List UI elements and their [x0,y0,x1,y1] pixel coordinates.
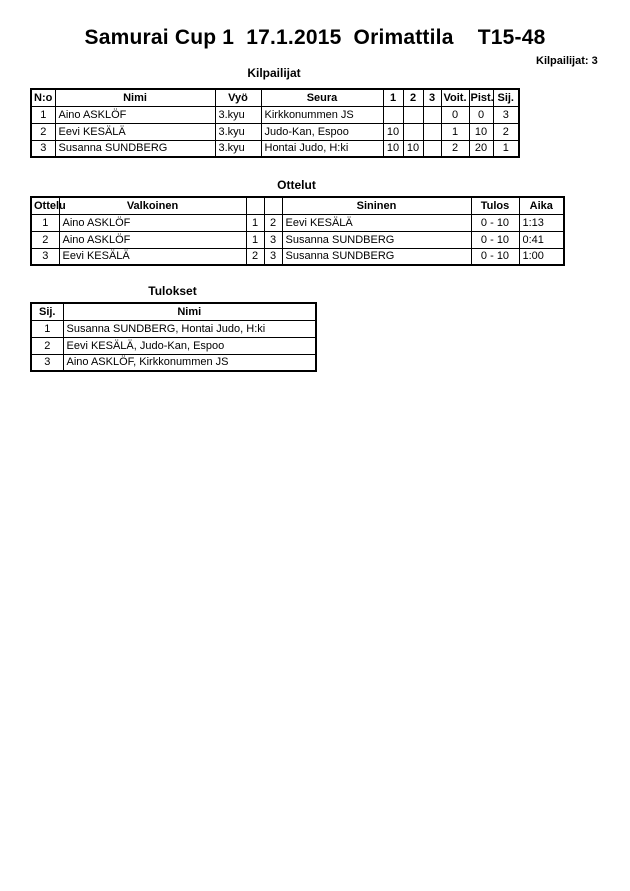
col-header-white-no [246,197,264,214]
cell-score-2 [403,123,423,140]
col-header-voit: Voit. [441,89,469,106]
cell-seura: Hontai Judo, H:ki [261,140,383,157]
cell-sij: 1 [493,140,519,157]
cell-pist: 0 [469,106,493,123]
cell-rank: 3 [31,354,63,371]
cell-time: 1:13 [519,214,564,231]
cell-match-no: 3 [31,248,59,265]
cell-no: 3 [31,140,55,157]
cell-rank: 2 [31,337,63,354]
col-header-sij: Sij. [493,89,519,106]
cell-result: 0 - 10 [471,231,519,248]
cell-white-name: Aino ASKLÖF [59,231,246,248]
cell-voit: 1 [441,123,469,140]
cell-time: 1:00 [519,248,564,265]
competitor-count-label: Kilpailijat: 3 [536,55,598,67]
cell-score-3 [423,140,441,157]
col-header-pist: Pist. [469,89,493,106]
table-row [31,106,519,123]
cell-result: 0 - 10 [471,214,519,231]
col-header-vyo: Vyö [215,89,261,106]
cell-score-1 [383,106,403,123]
ottelut-table [30,196,565,266]
cell-white-name: Eevi KESÄLÄ [59,248,246,265]
cell-nimi: Eevi KESÄLÄ [55,123,215,140]
cell-score-3 [423,106,441,123]
cell-result: 0 - 10 [471,248,519,265]
table-row [31,123,519,140]
cell-white-name: Aino ASKLÖF [59,214,246,231]
cell-name: Aino ASKLÖF, Kirkkonummen JS [63,354,316,371]
cell-blue-name: Eevi KESÄLÄ [282,214,471,231]
col-header-blue-no [264,197,282,214]
cell-seura: Kirkkonummen JS [261,106,383,123]
tulokset-table [30,302,317,372]
col-header-seura: Seura [261,89,383,106]
cell-vyo: 3.kyu [215,106,261,123]
table-row [31,231,564,248]
cell-score-2 [403,106,423,123]
table-row [31,214,564,231]
cell-nimi: Susanna SUNDBERG [55,140,215,157]
cell-blue-no: 3 [264,231,282,248]
col-header-nimi: Nimi [63,303,316,320]
cell-no: 1 [31,106,55,123]
page-title: Samurai Cup 1 17.1.2015 Orimattila T15-48 [84,26,546,49]
table-row [31,354,316,371]
cell-vyo: 3.kyu [215,140,261,157]
cell-pist: 10 [469,123,493,140]
cell-sij: 3 [493,106,519,123]
cell-blue-no: 3 [264,248,282,265]
tulokset-header-row [31,303,316,320]
cell-rank: 1 [31,320,63,337]
cell-score-1: 10 [383,140,403,157]
col-header-aika: Aika [519,197,564,214]
col-header-tulos: Tulos [471,197,519,214]
cell-voit: 0 [441,106,469,123]
cell-voit: 2 [441,140,469,157]
cell-sij: 2 [493,123,519,140]
ottelut-heading: Ottelut [277,178,316,192]
table-row [31,248,564,265]
cell-seura: Judo-Kan, Espoo [261,123,383,140]
col-header-nimi: Nimi [55,89,215,106]
cell-white-no: 2 [246,248,264,265]
cell-score-1: 10 [383,123,403,140]
cell-white-no: 1 [246,214,264,231]
col-header-sininen: Sininen [282,197,471,214]
table-row [31,320,316,337]
cell-time: 0:41 [519,231,564,248]
cell-score-2: 10 [403,140,423,157]
cell-white-no: 1 [246,231,264,248]
cell-match-no: 2 [31,231,59,248]
col-header-no: N:o [31,89,55,106]
kilpailijat-header-row [31,89,519,106]
col-header-3: 3 [423,89,441,106]
kilpailijat-heading: Kilpailijat [247,66,301,80]
cell-match-no: 1 [31,214,59,231]
cell-pist: 20 [469,140,493,157]
tulokset-heading: Tulokset [148,284,197,298]
col-header-2: 2 [403,89,423,106]
cell-blue-name: Susanna SUNDBERG [282,231,471,248]
kilpailijat-table [30,88,520,158]
cell-name: Eevi KESÄLÄ, Judo-Kan, Espoo [63,337,316,354]
cell-score-3 [423,123,441,140]
table-row [31,337,316,354]
cell-blue-name: Susanna SUNDBERG [282,248,471,265]
table-row [31,140,519,157]
cell-nimi: Aino ASKLÖF [55,106,215,123]
col-header-sij: Sij. [31,303,63,320]
cell-vyo: 3.kyu [215,123,261,140]
col-header-valkoinen: Valkoinen [59,197,246,214]
ottelut-header-row [31,197,564,214]
cell-blue-no: 2 [264,214,282,231]
col-header-ottelu: Ottelu [31,197,59,214]
col-header-1: 1 [383,89,403,106]
cell-name: Susanna SUNDBERG, Hontai Judo, H:ki [63,320,316,337]
cell-no: 2 [31,123,55,140]
